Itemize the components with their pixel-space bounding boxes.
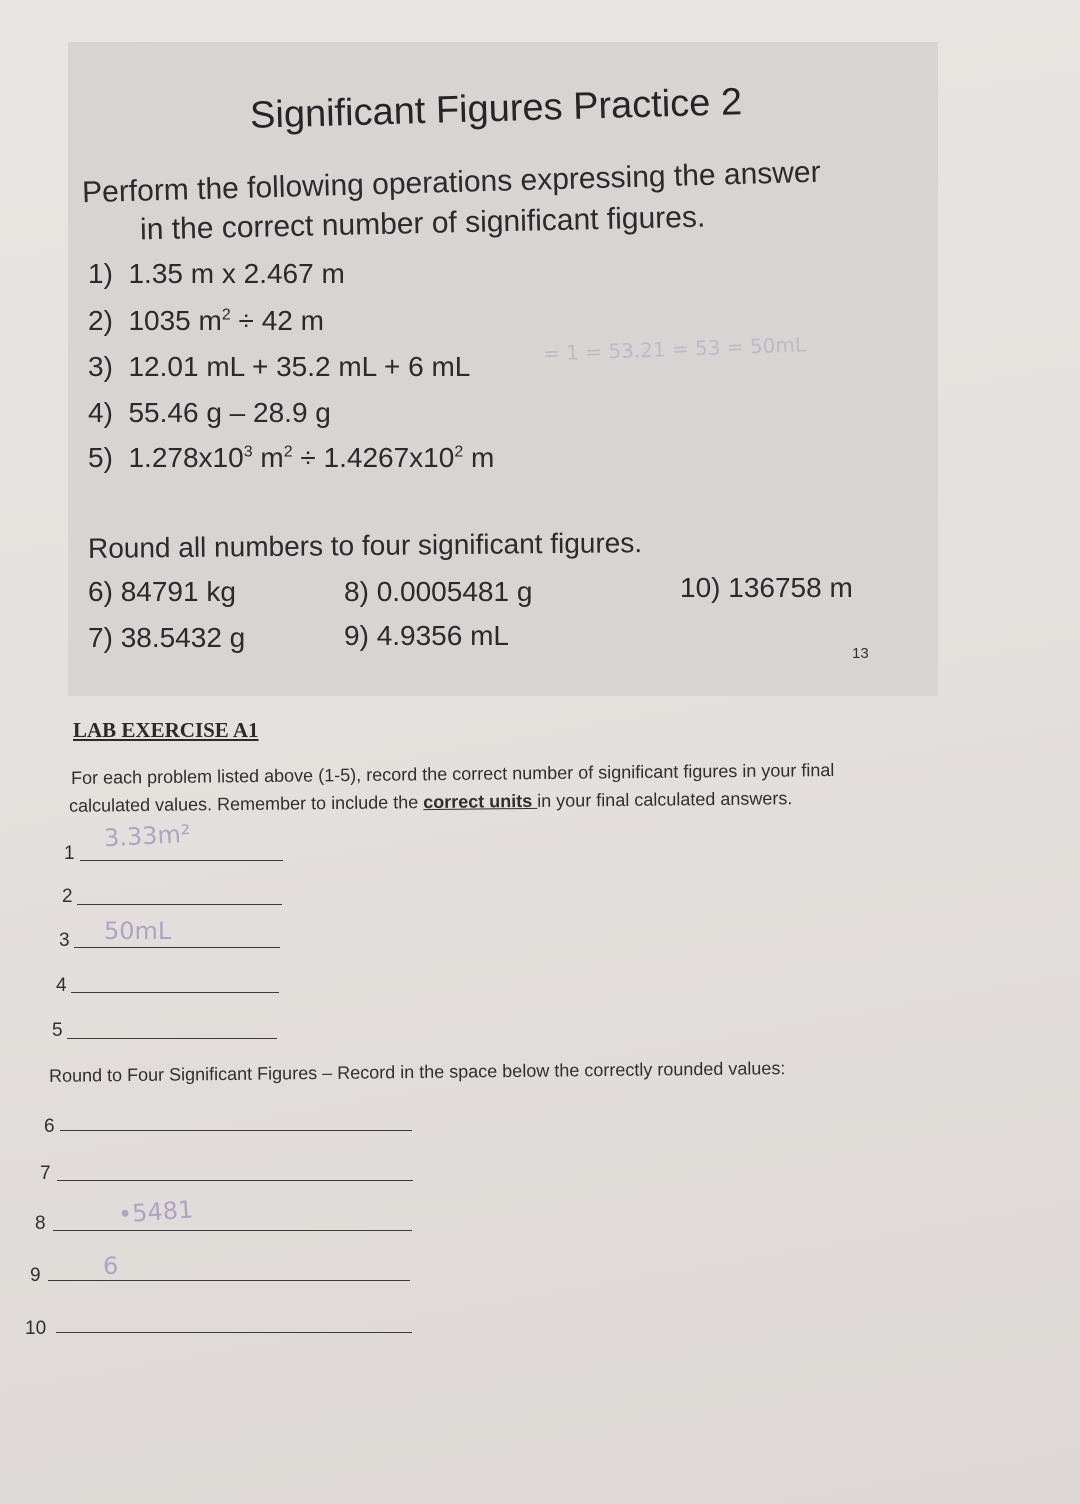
round-item-6: 6) 84791 kg [88, 576, 236, 607]
round-item-8: 8) 0.0005481 g [344, 576, 533, 607]
answer-10-number: 10 [25, 1318, 47, 1339]
answer-3-handwritten: 50mL [104, 917, 172, 945]
answer-1-handwritten: 3.33m² [103, 819, 192, 853]
answer-4-number: 4 [56, 975, 67, 996]
problem-1: 1) 1.35 m x 2.467 m [88, 258, 345, 289]
answer-6-line[interactable] [60, 1130, 412, 1131]
answer-8-number: 8 [35, 1213, 46, 1234]
answer-9-line[interactable] [48, 1280, 410, 1281]
round-item-9: 9) 4.9356 mL [344, 620, 510, 651]
answer-8-handwritten: •5481 [117, 1195, 195, 1229]
correct-units-emphasis: correct units [423, 790, 538, 813]
answer-9-number: 9 [30, 1265, 41, 1286]
answer-5-line[interactable] [67, 1038, 277, 1039]
answer-3-number: 3 [59, 930, 70, 951]
instruction-line-2: in the correct number of significant figures. [139, 200, 706, 247]
answer-10-line[interactable] [56, 1332, 412, 1333]
answer-2-line[interactable] [77, 904, 282, 905]
round-heading: Round all numbers to four significant figures. [87, 527, 643, 564]
answer-1-line[interactable] [80, 860, 283, 861]
round-item-7: 7) 38.5432 g [88, 622, 246, 653]
problem-5: 5) $1.278x10^3$ $m^2 \div 1.4267x10^2$ m [88, 442, 495, 473]
answer-7-line[interactable] [57, 1180, 413, 1181]
problem-3: 3) 12.01 mL + 35.2 mL + 6 mL [88, 351, 471, 382]
answer-1-number: 1 [64, 843, 75, 864]
answer-3-line[interactable] [74, 947, 280, 948]
answer-6-number: 6 [44, 1116, 55, 1137]
round-instruction: Round to Four Significant Figures – Record in the space below the correctly rounded values: [48, 1058, 786, 1086]
scratch-note: = 1 = 53.21 = 53 = 50mL [542, 332, 807, 366]
lab-heading: LAB EXERCISE A1 [73, 718, 259, 742]
instruction-line-1: Perform the following operations expressing the answer [81, 155, 822, 210]
lab-instruction-line-2: calculated values. Remember to include the correct units in your final calculated answers. [68, 788, 793, 816]
answer-4-line[interactable] [71, 992, 279, 993]
answer-8-line[interactable] [53, 1230, 412, 1231]
answer-9-handwritten: 6 [103, 1252, 119, 1280]
page-number: 13 [852, 645, 869, 662]
page-title: Significant Figures Practice 2 [249, 81, 743, 137]
lab-instruction-line-1: For each problem listed above (1-5), record the correct number of significant figures in your final [70, 760, 835, 788]
answer-7-number: 7 [40, 1163, 51, 1184]
answer-5-number: 5 [52, 1020, 63, 1041]
answer-2-number: 2 [62, 886, 73, 907]
problem-4: 4) 55.46 g – 28.9 g [88, 397, 331, 428]
problem-2: 2) 1035 $m^2 \div 42$ m [88, 305, 324, 336]
round-item-10: 10) 136758 m [680, 572, 853, 603]
